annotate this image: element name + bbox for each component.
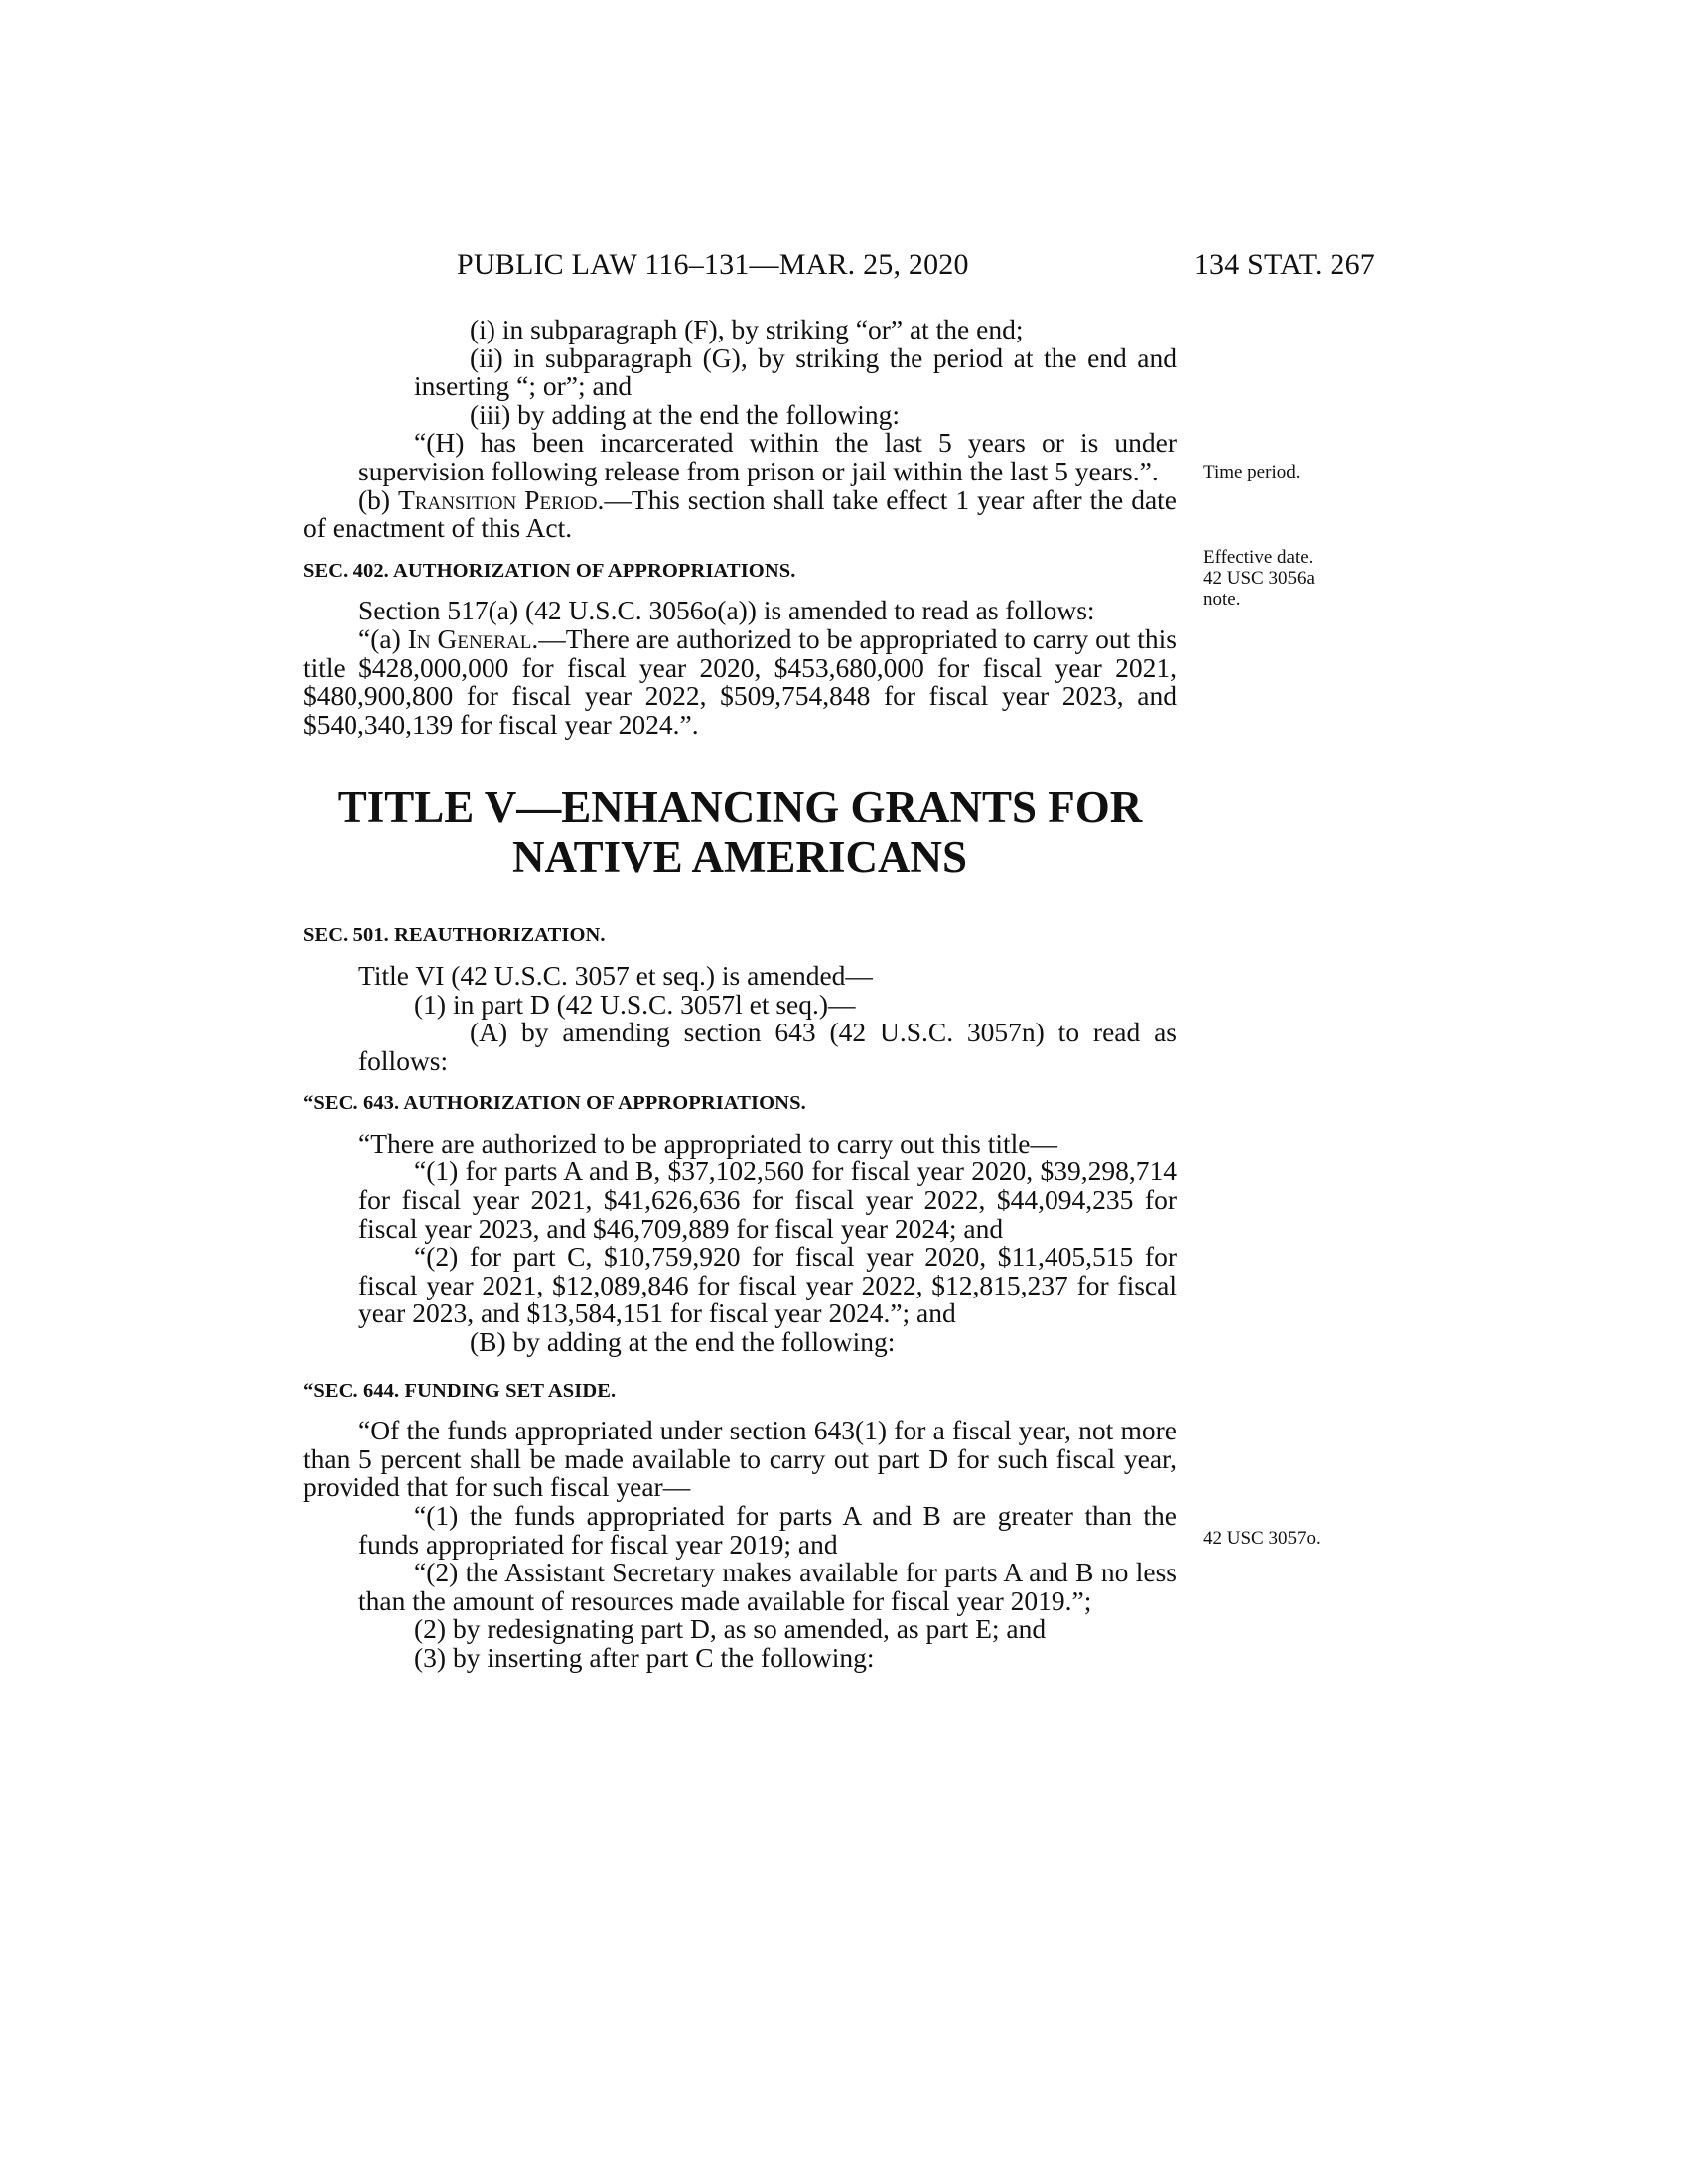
subsection-b-text: .—This section shall take effect 1 year after the date of enactment of this Act. [303,483,1177,544]
section-643-heading: “SEC. 643. AUTHORIZATION OF APPROPRIATIONS. [303,1092,806,1115]
paragraph-2: (2) by redesignating part D, as so amended, as part E; and [414,1613,1047,1645]
clause-iii: (iii) by adding at the end the following: [470,398,901,430]
subsection-b-number: (b) [358,483,399,515]
section-402-intro: Section 517(a) (42 U.S.C. 3056o(a)) is amended to read as follows: [358,595,1095,626]
section-644-intro: “Of the funds appropriated under section 643(1) for a fiscal year, not more than 5 percent shall be made available to carry out part D for such fiscal year, provided that for such fiscal year— [303,1415,1177,1503]
section-644-paragraph-2: “(2) the Assistant Secretary makes available for parts A and B no less than the amount of resources made available for fiscal year 2019.”; [358,1557,1177,1616]
subsection-a-text: .—There are authorized to be appropriated to carry out this title $428,000,000 for fiscal year 2020, $453,680,000 for fiscal year 2021, $480,900,800 for fiscal year 2022, $509,754,848 for fiscal year 2023, and $540,340,139 for fiscal year 2024.”. [303,622,1178,740]
margin-note-usc-3056a-note: note. [1203,589,1241,610]
subparagraph-b: (B) by adding at the end the following: [470,1326,896,1358]
section-501-intro: Title VI (42 U.S.C. 3057 et seq.) is amended— [358,959,873,991]
header-stat-page: 134 STAT. 267 [1194,248,1375,281]
section-643-intro: “There are authorized to be appropriated to carry out this title— [358,1127,1058,1159]
paragraph-1: (1) in part D (42 U.S.C. 3057l et seq.)— [414,988,856,1020]
section-501-heading: SEC. 501. REAUTHORIZATION. [303,924,606,947]
subparagraph-a: (A) by amending section 643 (42 U.S.C. 3057n) to read as follows: [358,1017,1177,1076]
section-643-paragraph-1: “(1) for parts A and B, $37,102,560 for fiscal year 2020, $39,298,714 for fiscal year 2021, $41,626,636 for fiscal year 2022, $44,094,235 for fiscal year 2023, and $46,709,889 for fiscal year 2024; and [358,1156,1177,1244]
section-644-paragraph-1: “(1) the funds appropriated for parts A and B are greater than the funds appropriated for fiscal year 2019; and [358,1500,1177,1560]
title-v-heading [303,782,1177,882]
header-public-law: PUBLIC LAW 116–131—MAR. 25, 2020 [457,248,969,281]
subparagraph-h: “(H) has been incarcerated within the last 5 years or is under supervision following release from prison or jail within the last 5 years.”. [358,427,1177,486]
subsection-a-number: “(a) [358,622,408,654]
running-header [457,248,1375,288]
margin-note-usc-3056a: 42 USC 3056a [1203,568,1315,589]
section-402-text [303,622,1178,740]
clause-ii: (ii) in subparagraph (G), by striking the period at the end and inserting “; or”; and [414,341,1177,402]
clause-i: (i) in subparagraph (F), by striking “or” at the end; [470,314,1024,344]
margin-note-time-period: Time period. [1203,462,1301,482]
title-v-line-1: TITLE V—ENHANCING GRANTS FOR [337,782,1143,833]
title-v-line-2: NATIVE AMERICANS [512,832,967,883]
section-402-heading: SEC. 402. AUTHORIZATION OF APPROPRIATIONS. [303,559,796,582]
subsection-a-heading: In General [407,622,532,654]
document-body [303,316,1177,1673]
section-644-heading: “SEC. 644. FUNDING SET ASIDE. [303,1379,617,1402]
section-643-paragraph-2: “(2) for part C, $10,759,920 for fiscal year 2020, $11,405,515 for fiscal year 2021, $12,089,846 for fiscal year 2022, $12,815,237 for fiscal year 2023, and $13,584,151 for fiscal year 2024.”; and [358,1241,1177,1329]
paragraph-3: (3) by inserting after part C the following: [414,1641,875,1673]
subsection-b [303,483,1177,544]
margin-note-effective-date: Effective date. [1203,547,1314,568]
subsection-b-heading: Transition Period [398,483,598,515]
margin-note-usc-3057o: 42 USC 3057o. [1203,1528,1321,1549]
